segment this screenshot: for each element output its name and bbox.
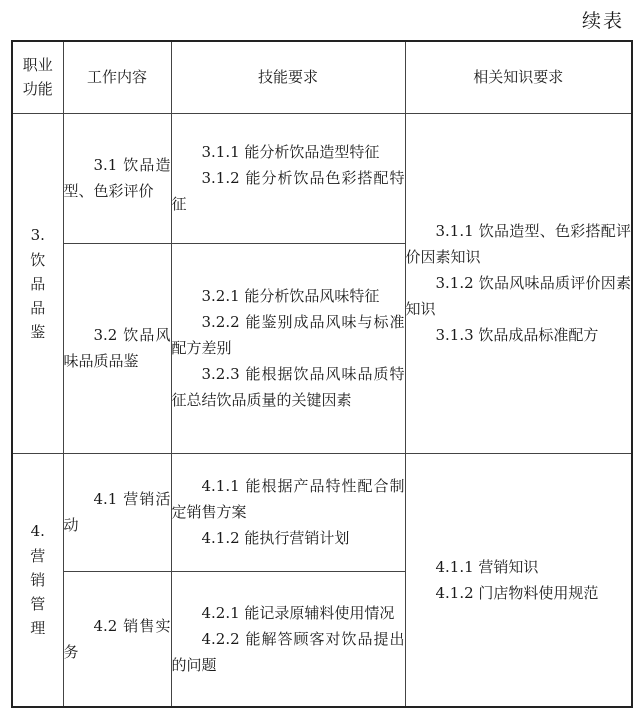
skill-cell-4-2 (171, 571, 405, 707)
table-row (12, 453, 632, 571)
header-skill: 技能要求 (171, 41, 405, 113)
skill-item: 3.2.1 能分析饮品风味特征 (201, 287, 380, 305)
header-knowledge: 相关知识要求 (405, 41, 632, 113)
skill-item: 4.2.1 能记录原辅料使用情况 (201, 603, 395, 622)
table-row (12, 113, 632, 243)
func-cell-3: 3. 饮品品鉴 (12, 113, 63, 453)
skill-item: 4.1.1 能根据产品特性配合制定销售方案 (171, 477, 405, 521)
knowledge-item: 4.1.1 营销知识 (435, 557, 539, 576)
skill-cell-3-2 (171, 243, 405, 453)
knowledge-item: 3.1.2 饮品风味品质评价因素知识 (405, 274, 631, 318)
knowledge-item: 3.1.1 饮品造型、色彩搭配评价因素知识 (405, 222, 631, 266)
func-cell-4: 4. 营销管理 (12, 453, 63, 707)
work-cell-3-1: 3.1 饮品造型、色彩评价 (63, 113, 171, 243)
skill-cell-3-1 (171, 113, 405, 243)
knowledge-cell-3 (405, 113, 632, 453)
skill-item: 3.1.1 能分析饮品造型特征 (201, 143, 380, 161)
work-cell-3-2: 3.2 饮品风味品质品鉴 (63, 243, 171, 453)
skill-item: 3.2.2 能鉴别成品风味与标准配方差别 (171, 313, 405, 357)
work-cell-4-2: 4.2 销售实务 (63, 571, 171, 707)
skill-cell-4-1 (171, 453, 405, 571)
knowledge-cell-4 (405, 453, 632, 707)
header-func: 职业功能 (12, 41, 63, 113)
skill-item: 4.1.2 能执行营销计划 (201, 529, 350, 547)
skill-item: 4.2.2 能解答顾客对饮品提出的问题 (171, 629, 405, 674)
header-work: 工作内容 (63, 41, 171, 113)
skill-standard-table (11, 40, 633, 708)
knowledge-item: 4.1.2 门店物料使用规范 (435, 583, 599, 602)
knowledge-item: 3.1.3 饮品成品标准配方 (435, 326, 599, 344)
skill-item: 3.1.2 能分析饮品色彩搭配特征 (171, 169, 405, 213)
header-row (12, 41, 632, 113)
continued-label: 续表 (581, 10, 624, 32)
work-cell-4-1: 4.1 营销活动 (63, 453, 171, 571)
skill-item: 3.2.3 能根据饮品风味品质特征总结饮品质量的关键因素 (171, 365, 405, 409)
